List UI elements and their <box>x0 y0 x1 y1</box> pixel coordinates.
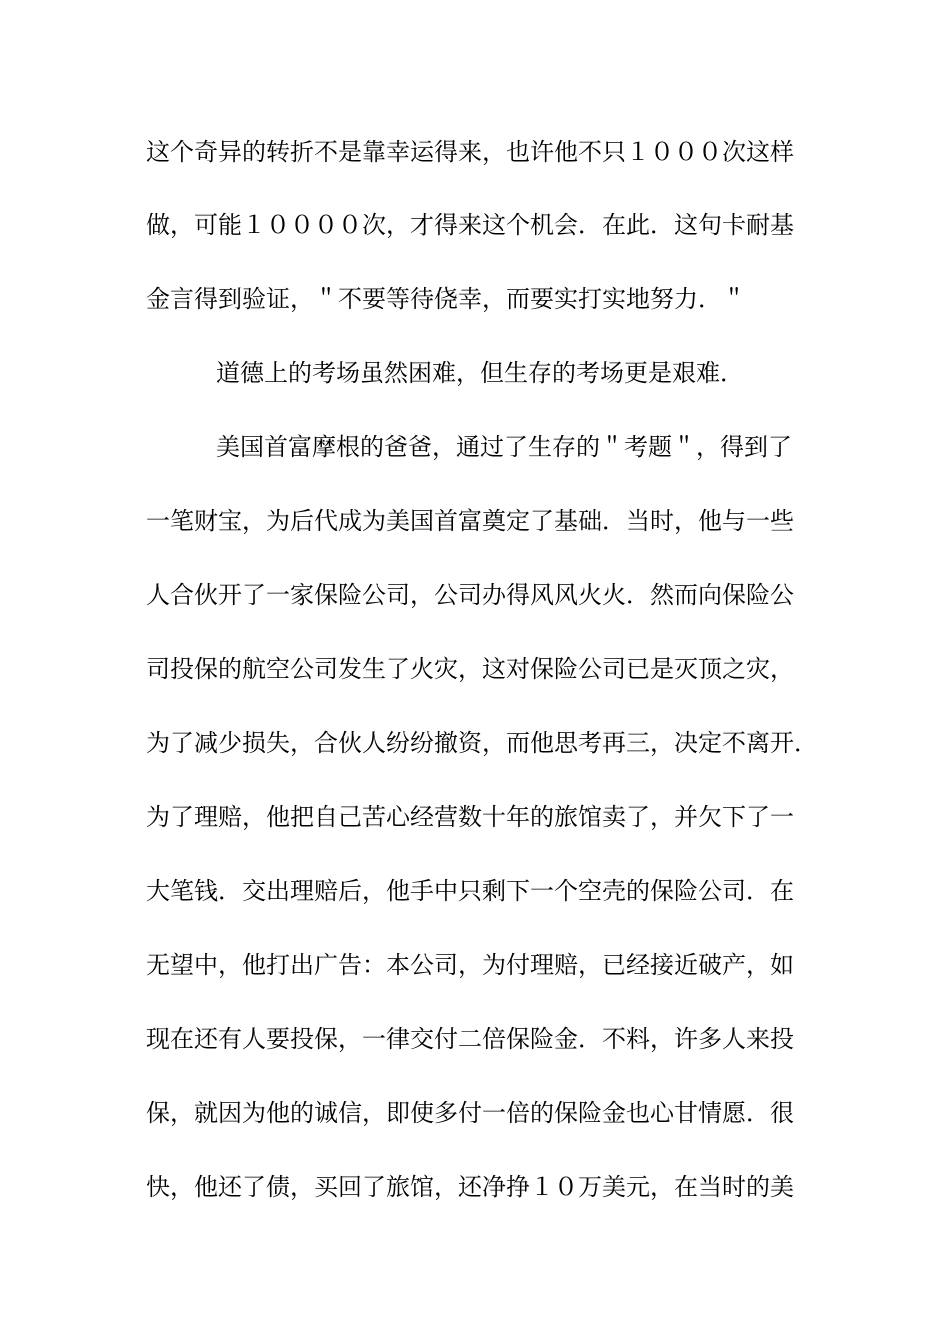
text-line: 快，他还了债，买回了旅馆，还净挣１０万美元，在当时的美 <box>146 1173 794 1201</box>
text-line: 金言得到验证，＂不要等待侥幸，而要实打实地努力．＂ <box>146 285 746 313</box>
paragraph-first-line: 道德上的考场虽然困难，但生存的考场更是艰难． <box>216 359 744 387</box>
text-line: 现在还有人要投保，一律交付二倍保险金．不料，许多人来投 <box>146 1025 794 1053</box>
text-line: 一笔财宝，为后代成为美国首富奠定了基础．当时，他与一些 <box>146 507 794 535</box>
paragraph-first-line: 美国首富摩根的爸爸，通过了生存的＂考题＂，得到了 <box>216 433 792 461</box>
text-line: 做，可能１００００次，才得来这个机会．在此．这句卡耐基 <box>146 211 794 239</box>
text-line: 大笔钱．交出理赔后，他手中只剩下一个空壳的保险公司．在 <box>146 877 794 905</box>
text-line: 保，就因为他的诚信，即使多付一倍的保险金也心甘情愿．很 <box>146 1099 794 1127</box>
text-line: 司投保的航空公司发生了火灾，这对保险公司已是灭顶之灾， <box>146 655 794 683</box>
text-line: 这个奇异的转折不是靠幸运得来，也许他不只１０００次这样 <box>146 138 794 166</box>
text-line: 人合伙开了一家保险公司，公司办得风风火火．然而向保险公 <box>146 581 794 609</box>
text-line: 无望中，他打出广告：本公司，为付理赔，已经接近破产，如 <box>146 951 794 979</box>
text-line: 为了减少损失，合伙人纷纷撤资，而他思考再三，决定不离开． <box>146 729 818 757</box>
text-line: 为了理赔，他把自己苦心经营数十年的旅馆卖了，并欠下了一 <box>146 803 794 831</box>
